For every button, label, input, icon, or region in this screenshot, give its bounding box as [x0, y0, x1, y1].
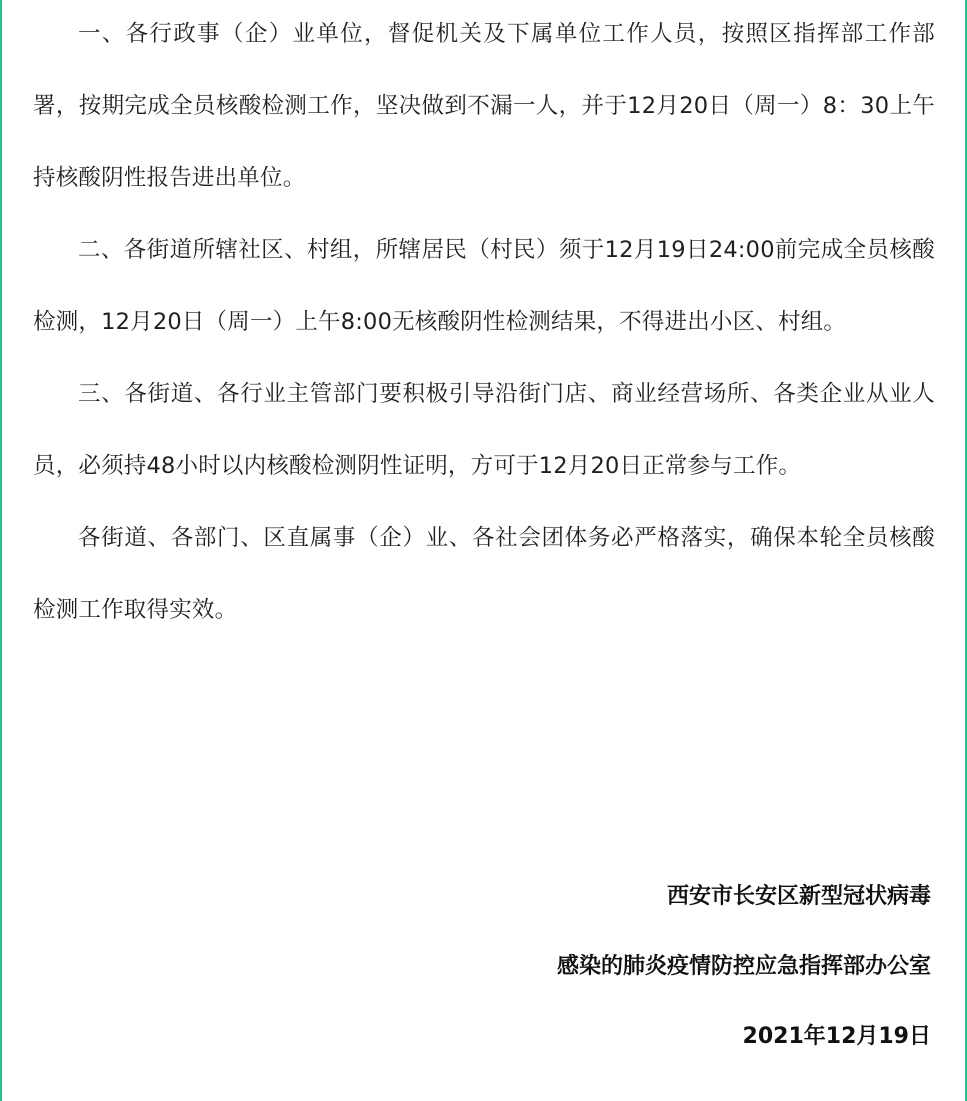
- signature-block: [557, 862, 931, 1072]
- paragraph-1: 一、各行政事（企）业单位，督促机关及下属单位工作人员，按照区指挥部工作部署，按期完成全员核酸检测工作，坚决做到不漏一人，并于12月20日（周一）8：30上午持核酸阴性报告进出单位。: [33, 21, 935, 191]
- signature-date: 2021年12月19日: [742, 1024, 931, 1049]
- paragraph-3: 三、各街道、各行业主管部门要积极引导沿街门店、商业经营场所、各类企业从业人员，必须持48小时以内核酸检测阴性证明，方可于12月20日正常参与工作。: [33, 381, 935, 479]
- signature-org-line-1: 西安市长安区新型冠状病毒: [666, 884, 931, 909]
- paragraph-4: 各街道、各部门、区直属事（企）业、各社会团体务必严格落实，确保本轮全员核酸检测工作取得实效。: [33, 525, 935, 623]
- notice-body: [33, 0, 935, 646]
- paragraph-2: 二、各街道所辖社区、村组，所辖居民（村民）须于12月19日24:00前完成全员核酸检测，12月20日（周一）上午8:00无核酸阴性检测结果，不得进出小区、村组。: [33, 237, 935, 335]
- signature-org-line-2: 感染的肺炎疫情防控应急指挥部办公室: [556, 954, 931, 979]
